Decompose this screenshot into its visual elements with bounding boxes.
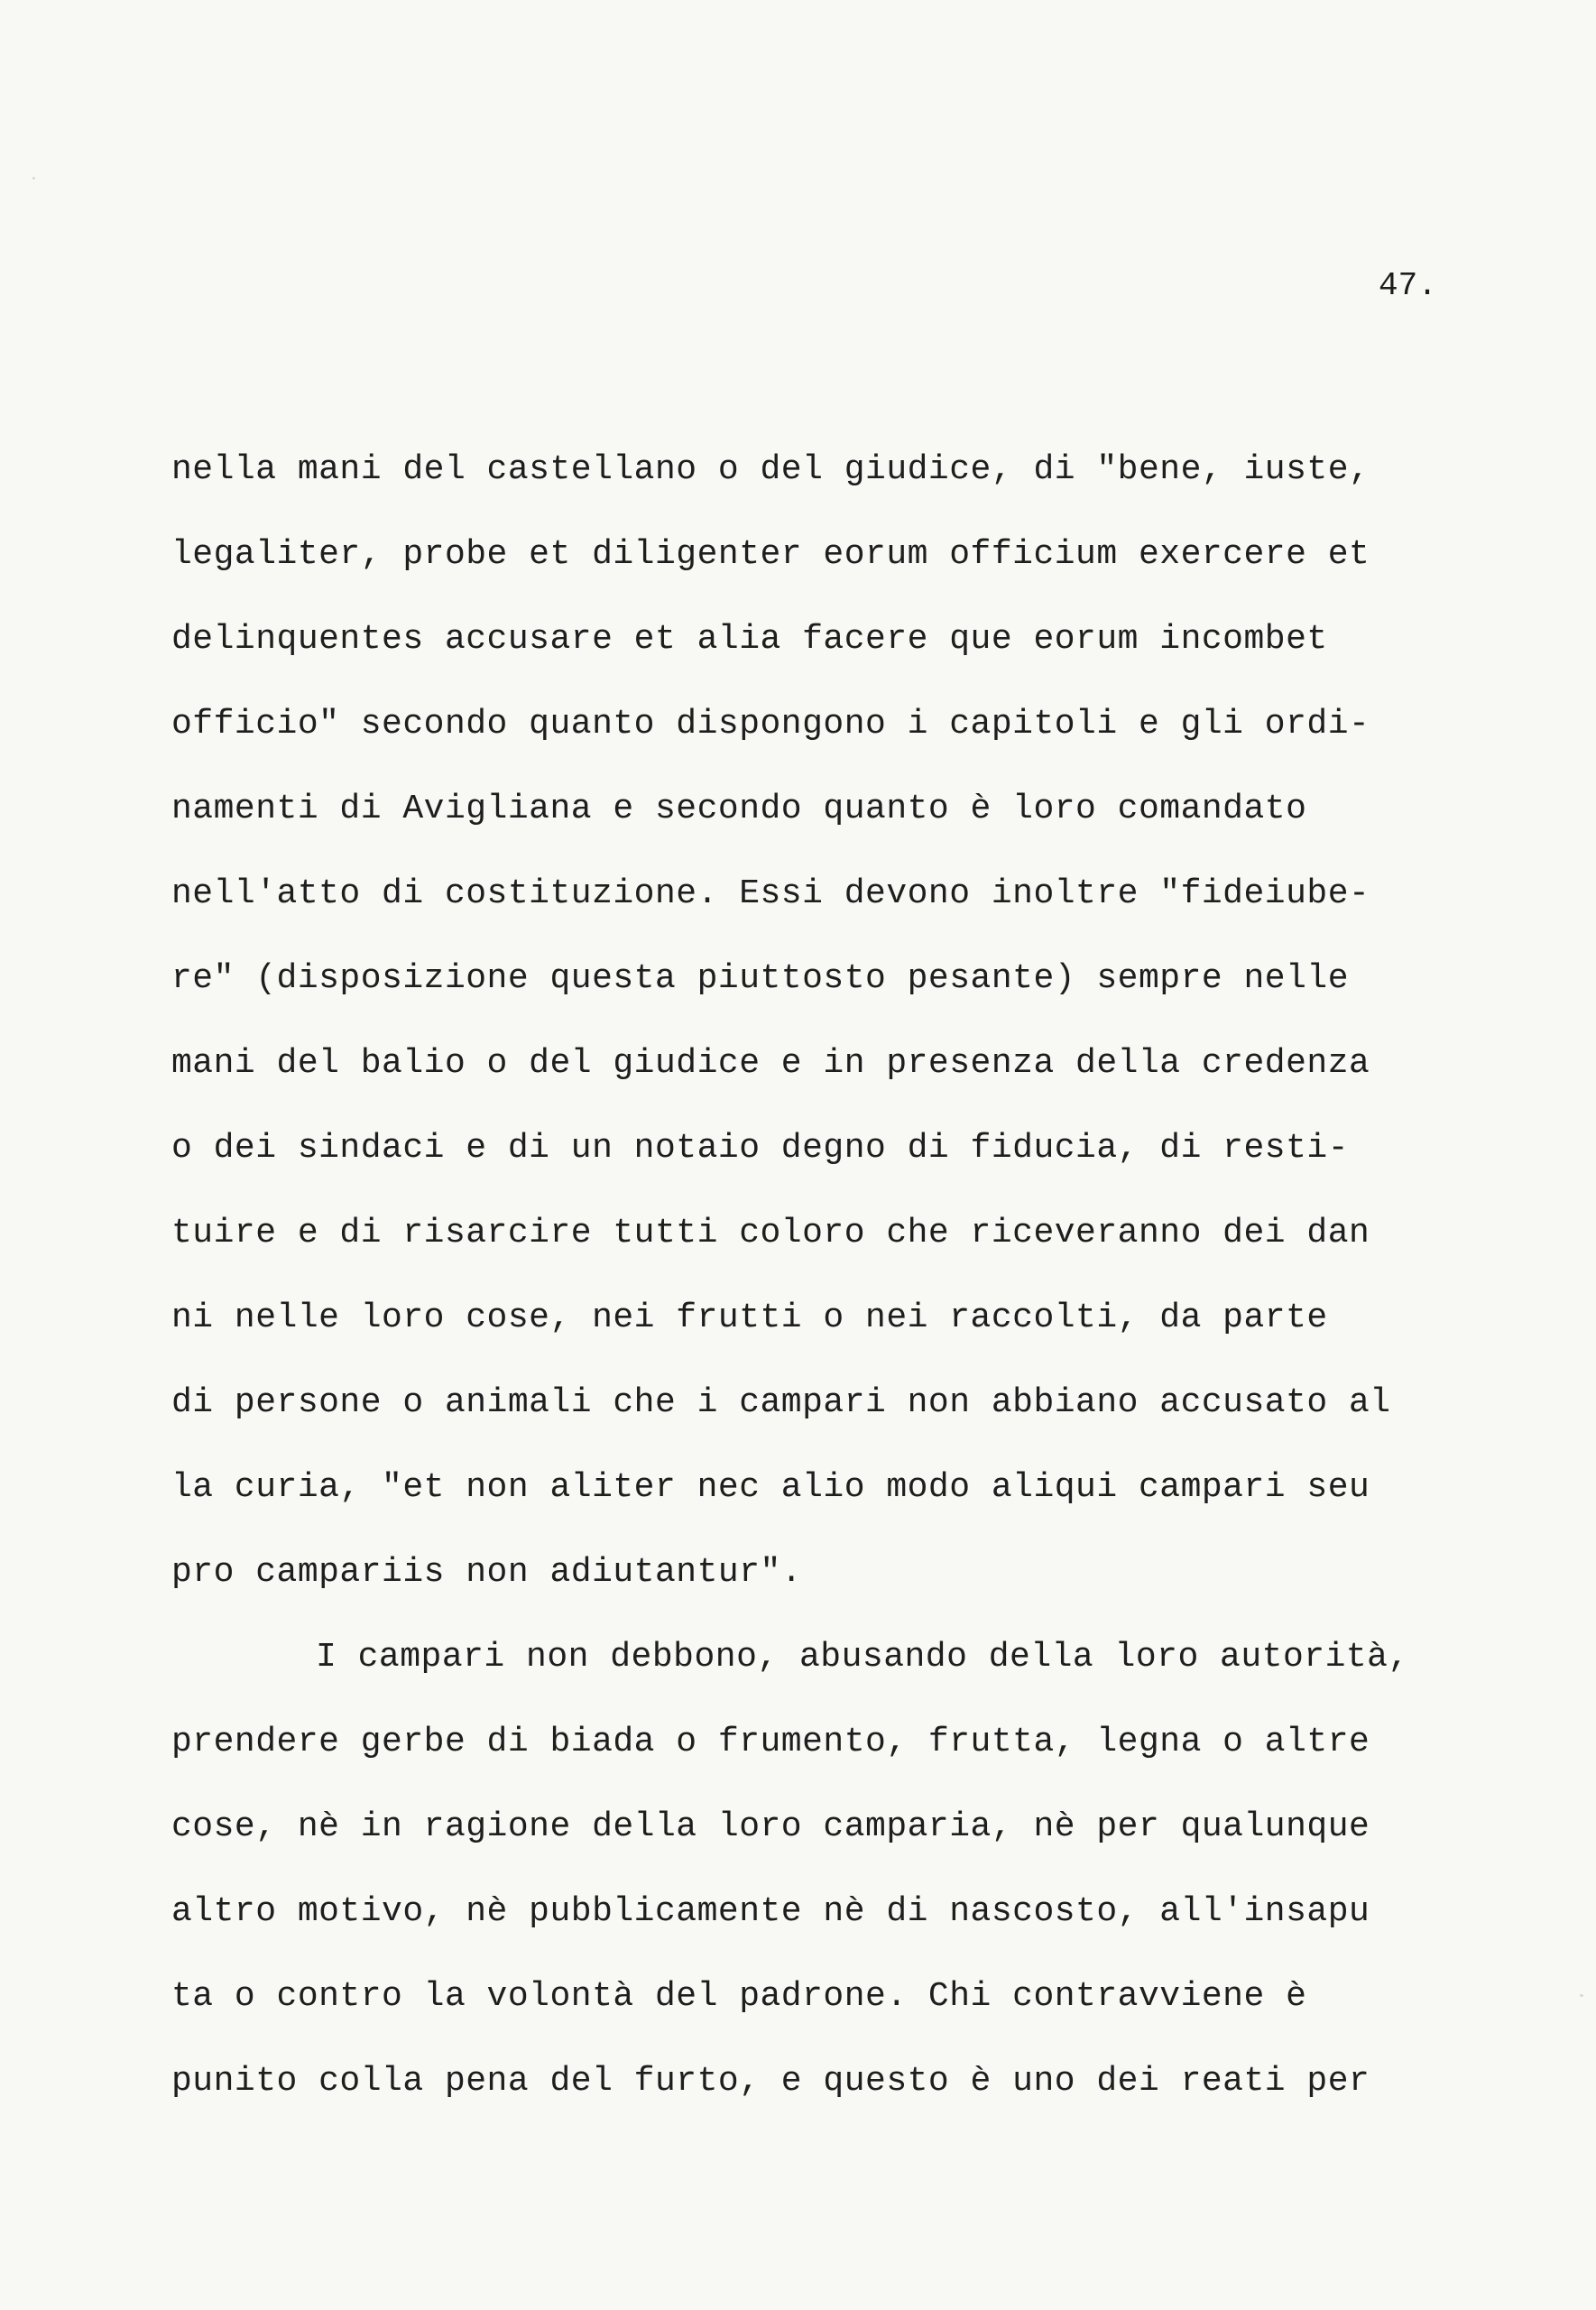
text-line: officio" secondo quanto dispongono i capitoli e gli ordi- <box>171 705 1370 744</box>
page-number: 47. <box>1379 267 1437 304</box>
text-line: tuire e di risarcire tutti coloro che riceveranno dei dan <box>171 1214 1370 1252</box>
text-line: la curia, "et non aliter nec alio modo aliqui campari seu <box>171 1468 1370 1507</box>
paragraph-first-line: I campari non debbono, abusando della loro autorità, <box>316 1638 1409 1677</box>
text-line: legaliter, probe et diligenter eorum officium exercere et <box>171 535 1370 574</box>
text-line: re" (disposizione questa piuttosto pesante) sempre nelle <box>171 959 1350 998</box>
text-line: o dei sindaci e di un notaio degno di fiducia, di resti- <box>171 1129 1350 1168</box>
text-line: mani del balio o del giudice e in presenza della credenza <box>171 1044 1370 1083</box>
text-line: di persone o animali che i campari non abbiano accusato al <box>171 1383 1391 1422</box>
text-line: altro motivo, nè pubblicamente nè di nascosto, all'insapu <box>171 1892 1370 1931</box>
text-line: cose, nè in ragione della loro camparia, nè per qualunque <box>171 1807 1370 1846</box>
paper-speck <box>1580 1994 1583 1997</box>
text-line: punito colla pena del furto, e questo è uno dei reati per <box>171 2062 1370 2101</box>
text-line: prendere gerbe di biada o frumento, frutta, legna o altre <box>171 1723 1370 1761</box>
text-line: delinquentes accusare et alia facere que eorum incombet <box>171 620 1328 659</box>
text-line: nella mani del castellano o del giudice, di "bene, iuste, <box>171 450 1370 489</box>
text-line: ni nelle loro cose, nei frutti o nei raccolti, da parte <box>171 1298 1328 1337</box>
text-line: namenti di Avigliana e secondo quanto è loro comandato <box>171 790 1307 828</box>
body-text <box>171 428 1480 2124</box>
paper-speck <box>32 177 35 180</box>
text-line: pro campariis non adiutantur". <box>171 1553 803 1592</box>
text-line: ta o contro la volontà del padrone. Chi contravviene è <box>171 1977 1307 2016</box>
text-line: nell'atto di costituzione. Essi devono inoltre "fideiube- <box>171 874 1370 913</box>
